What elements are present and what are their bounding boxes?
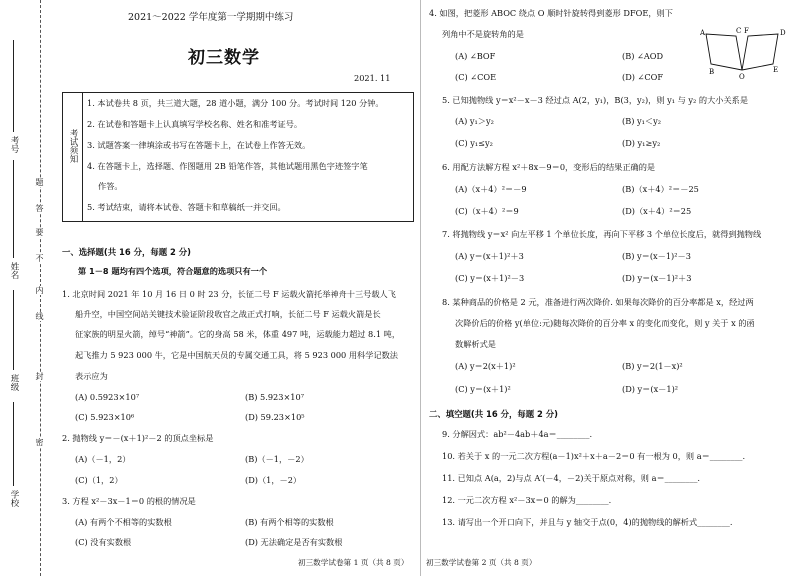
seal-char: 不 bbox=[35, 254, 44, 263]
figure-label-c: C bbox=[736, 27, 742, 35]
fill-question: 11. 已知点 A(a，2)与点 A′(－4，－2)关于原点对称，则 a＝________. bbox=[442, 473, 701, 483]
option-d: (D) y＝(x－1)²＋3 bbox=[622, 273, 692, 283]
figure-label-f: F bbox=[744, 27, 749, 35]
option-b: (B) y＝(x－1)²－3 bbox=[622, 251, 691, 261]
question-line: 列角中不是旋转角的是 bbox=[442, 29, 524, 39]
question-line: 4. 如图，把菱形 ABOC 绕点 O 顺时针旋转得到菱形 DFOE，则下 bbox=[429, 8, 673, 18]
class-line bbox=[13, 290, 14, 370]
seal-char: 题 bbox=[35, 178, 44, 187]
figure-label-b: B bbox=[709, 68, 715, 76]
fill-question: 13. 请写出一个开口向下，并且与 y 轴交于点(0，4)的抛物线的解析式________. bbox=[442, 517, 733, 527]
option-a: (A) y₁＞y₂ bbox=[455, 116, 494, 126]
option-c: (C) 5.923×10⁶ bbox=[75, 412, 135, 422]
question-line: 次降价后的价格 y(单位:元)随每次降价的百分率 x 的变化而变化，则 y 关于 x 的函 bbox=[455, 318, 755, 328]
section-title: 一、选择题(共 16 分，每题 2 分) bbox=[62, 247, 191, 257]
seal-char: 答 bbox=[35, 204, 44, 213]
figure-label-o: O bbox=[739, 73, 745, 80]
option-a: (A) y＝2(x＋1)² bbox=[455, 361, 516, 371]
option-b: (B) 有两个相等的实数根 bbox=[245, 517, 334, 527]
option-b: (B)（－1，－2） bbox=[245, 454, 309, 464]
notice-divider bbox=[82, 93, 83, 221]
option-d: (D)（x＋4）²＝25 bbox=[622, 206, 692, 216]
option-c: (C) y₁≤y₂ bbox=[455, 138, 493, 148]
figure-label-a: A bbox=[700, 29, 706, 37]
seal-char: 密 bbox=[35, 438, 44, 447]
figure-label-d: D bbox=[780, 29, 786, 37]
name-line bbox=[13, 160, 14, 258]
seal-text bbox=[33, 0, 47, 576]
section-subtitle: 第 1－8 题均有四个选项，符合题意的选项只有一个 bbox=[78, 266, 268, 276]
notice-item: 1. 本试卷共 8 页，共三道大题，28 道小题，满分 100 分。考试时间 120 分钟。 bbox=[87, 98, 384, 108]
option-d: (D) 无法确定是否有实数根 bbox=[245, 537, 343, 547]
notice-item: 4. 在答题卡上，选择题、作图题用 2B 铅笔作答，其他试题用黑色字迹签字笔 bbox=[87, 161, 368, 171]
option-a: (A) 0.5923×10⁷ bbox=[75, 392, 140, 402]
question-stem: 7. 将抛物线 y＝x² 向左平移 1 个单位长度，再向下平移 3 个单位长度后，就得到抛物线 bbox=[442, 229, 762, 239]
question-stem: 5. 已知抛物线 y＝x²－x－3 经过点 A(2，y₁)，B(3，y₂)，则 y₁ 与 y₂ 的大小关系是 bbox=[442, 95, 749, 105]
option-a: (A) y＝(x＋1)²＋3 bbox=[455, 251, 524, 261]
notice-item: 作答。 bbox=[98, 181, 123, 191]
fill-question: 12. 一元二次方程 x²－3x＝0 的解为________. bbox=[442, 495, 612, 505]
rhombus-abco bbox=[706, 34, 742, 70]
option-b: (B) 5.923×10⁷ bbox=[245, 392, 305, 402]
section-title: 二、填空题(共 16 分，每题 2 分) bbox=[429, 409, 558, 419]
rhombus-figure bbox=[700, 24, 790, 80]
notice-label: 考试须知 bbox=[68, 129, 78, 163]
option-d: (D) ∠COF bbox=[622, 72, 664, 82]
option-b: (B) ∠AOD bbox=[622, 51, 664, 61]
page-divider bbox=[420, 0, 421, 576]
option-d: (D) y₁≥y₂ bbox=[622, 138, 661, 148]
question-line: 征家族的明星火箭，绰号“神箭”。它的身高 58 米，体重 497 吨，运载能力超过 8.1 吨， bbox=[75, 329, 401, 339]
question-line: 表示应为 bbox=[75, 371, 108, 381]
school-line bbox=[13, 402, 14, 486]
seal-char: 线 bbox=[35, 312, 44, 321]
option-a: (A)（－1，2） bbox=[75, 454, 131, 464]
option-d: (D) 59.23×10⁵ bbox=[245, 412, 305, 422]
question-stem: 6. 用配方法解方程 x²＋8x－9＝0，变形后的结果正确的是 bbox=[442, 162, 656, 172]
fill-question: 9. 分解因式：ab²－4ab＋4a＝________. bbox=[442, 429, 593, 439]
figure-label-e: E bbox=[773, 66, 779, 74]
option-c: (C) y＝(x＋1)²－3 bbox=[455, 273, 525, 283]
option-c: (C)（x＋4）²＝9 bbox=[455, 206, 519, 216]
page-footer: 初三数学试卷第 2 页（共 8 页） bbox=[426, 558, 537, 567]
label-exam-number: 考号 bbox=[9, 136, 19, 153]
seal-char: 内 bbox=[35, 286, 44, 295]
notice-item: 3. 试题答案一律填涂或书写在答题卡上，在试卷上作答无效。 bbox=[87, 140, 311, 150]
page-footer: 初三数学试卷第 1 页（共 8 页） bbox=[298, 558, 409, 567]
option-b: (B) y₁＜y₂ bbox=[622, 116, 662, 126]
option-c: (C)（1，2） bbox=[75, 475, 123, 485]
option-a: (A) 有两个不相等的实数根 bbox=[75, 517, 172, 527]
seal-char: 封 bbox=[35, 372, 44, 381]
option-b: (B) y＝2(1－x)² bbox=[622, 361, 683, 371]
option-d: (D)（1，－2） bbox=[245, 475, 302, 485]
notice-item: 2. 在试卷和答题卡上认真填写学校名称、姓名和准考证号。 bbox=[87, 119, 303, 129]
question-stem: 2. 抛物线 y＝－(x＋1)²－2 的顶点坐标是 bbox=[62, 433, 214, 443]
exam-number-line bbox=[13, 40, 14, 132]
question-line: 船升空，中国空间站关键技术验证阶段收官之战正式打响，长征二号 F 运载火箭是长 bbox=[75, 309, 381, 319]
option-c: (C) y＝(x＋1)² bbox=[455, 384, 511, 394]
question-line: 数解析式是 bbox=[455, 339, 496, 349]
notice-item: 5. 考试结束，请将本试卷、答题卡和草稿纸一并交回。 bbox=[87, 202, 286, 212]
question-line: 起飞推力 5 923 000 牛，它是中国航天员的专属交通工具，将 5 923 000 用科学记数法 bbox=[75, 350, 398, 360]
label-class: 班级 bbox=[9, 374, 19, 391]
label-school: 学校 bbox=[9, 490, 19, 507]
rhombus-dfoe bbox=[742, 34, 778, 70]
fill-question: 10. 若关于 x 的一元二次方程(a－1)x²＋x＋a－2＝0 有一根为 0，则 a＝________. bbox=[442, 451, 746, 461]
question-stem: 3. 方程 x²－3x－1＝0 的根的情况是 bbox=[62, 496, 196, 506]
exam-title: 2021～2022 学年度第一学期期中练习 bbox=[128, 12, 294, 23]
question-line: 8. 某种商品的价格是 2 元，准备进行两次降价. 如果每次降价的百分率都是 x，经过两 bbox=[442, 297, 754, 307]
option-c: (C) ∠COE bbox=[455, 72, 497, 82]
notice-box bbox=[62, 92, 414, 222]
option-a: (A)（x＋4）²＝－9 bbox=[455, 184, 527, 194]
exam-date: 2021. 11 bbox=[354, 73, 391, 83]
option-d: (D) y＝(x－1)² bbox=[622, 384, 679, 394]
option-a: (A) ∠BOF bbox=[455, 51, 496, 61]
option-b: (B)（x＋4）²＝－25 bbox=[622, 184, 699, 194]
label-name: 姓名 bbox=[9, 262, 19, 279]
seal-char: 要 bbox=[35, 228, 44, 237]
page-title: 初三数学 bbox=[188, 48, 260, 68]
question-line: 1. 北京时间 2021 年 10 月 16 日 0 时 23 分，长征二号 F 运载火箭托举神舟十三号载人飞 bbox=[62, 289, 396, 299]
option-c: (C) 没有实数根 bbox=[75, 537, 132, 547]
